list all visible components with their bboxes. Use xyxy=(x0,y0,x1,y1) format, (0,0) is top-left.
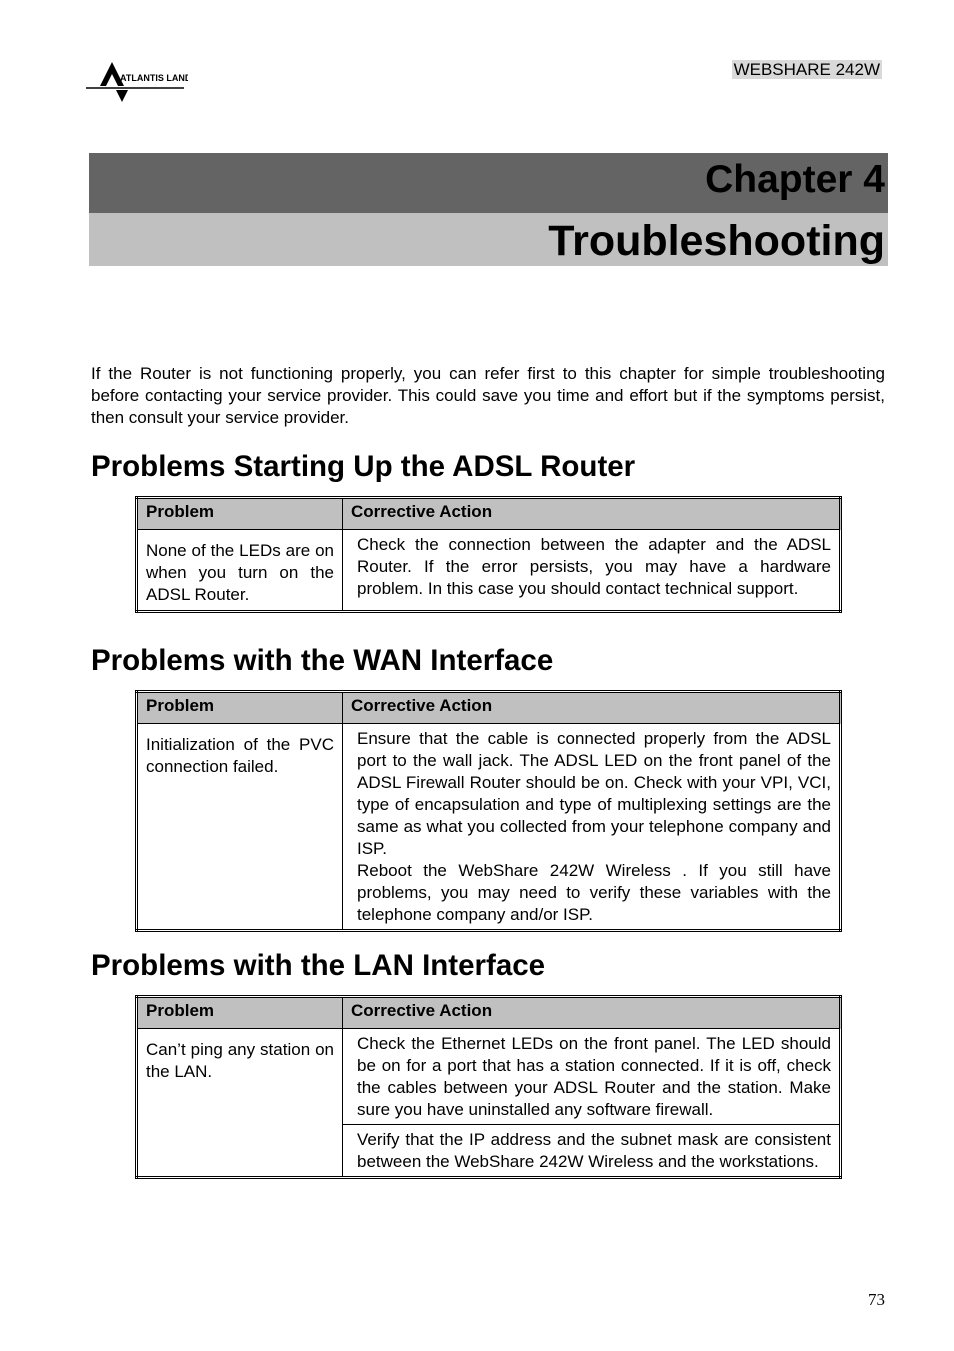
col-problem-header: Problem xyxy=(137,997,343,1029)
problem-cell: Can’t ping any station on the LAN. xyxy=(137,1029,343,1178)
action-text: Ensure that the cable is connected properly from the ADSL port to the wall jack. The ADSL LED on the front panel of the ADSL Firewall Router should be on. Check with your VPI, VCI, type of encapsulation and type of multiplexing settings are the same as what you collected from your telephone company and ISP. xyxy=(357,729,831,858)
header-product-name: WEBSHARE 242W xyxy=(733,60,880,79)
problem-cell: None of the LEDs are on when you turn on the ADSL Router. xyxy=(137,530,343,612)
intro-paragraph: If the Router is not functioning properly, you can refer first to this chapter for simple troubleshooting before contacting your service provider. This could save you time and effort but if the symptoms persist, then consult your service provider. xyxy=(91,364,885,427)
logo-text: ATLANTIS LAND xyxy=(120,73,188,83)
col-problem-header: Problem xyxy=(137,498,343,530)
chapter-label: Chapter 4 xyxy=(705,158,885,201)
action-cell xyxy=(343,724,841,931)
table-header-row xyxy=(137,997,841,1029)
section-heading-lan: Problems with the LAN Interface xyxy=(91,949,546,982)
table-wan xyxy=(135,690,842,932)
col-action-header: Corrective Action xyxy=(343,692,841,724)
action-text: Reboot the WebShare 242W Wireless . If you still have problems, you may need to verify these variables with the telephone company and/or ISP. xyxy=(357,861,831,924)
col-action-header: Corrective Action xyxy=(343,997,841,1029)
action-cell: Verify that the IP address and the subnet mask are consistent between the WebShare 242W Wireless and the workstations. xyxy=(343,1125,841,1178)
table-lan xyxy=(135,995,842,1179)
action-cell: Check the Ethernet LEDs on the front panel. The LED should be on for a port that has a station connected. If it is off, check the cables between your ADSL Router and the station. Make sure you have uninstalled any software firewall. xyxy=(343,1029,841,1125)
table-header-row xyxy=(137,692,841,724)
problem-cell xyxy=(137,724,343,931)
table-header-row xyxy=(137,498,841,530)
chapter-title: Troubleshooting xyxy=(548,217,885,265)
table-row xyxy=(137,1029,841,1125)
col-problem-header: Problem xyxy=(137,692,343,724)
table-row xyxy=(137,724,841,931)
col-action-header: Corrective Action xyxy=(343,498,841,530)
action-cell: Check the connection between the adapter and the ADSL Router. If the error persists, you may have a hardware problem. In this case you should contact technical support. xyxy=(343,530,841,612)
table-startup xyxy=(135,496,842,613)
atlantis-land-logo xyxy=(84,56,188,104)
page-number: 73 xyxy=(868,1290,885,1309)
problem-text: Initialization of the PVC connection failed. xyxy=(146,735,334,776)
table-row xyxy=(137,530,841,612)
section-heading-startup: Problems Starting Up the ADSL Router xyxy=(91,450,636,483)
section-heading-wan: Problems with the WAN Interface xyxy=(91,644,554,677)
